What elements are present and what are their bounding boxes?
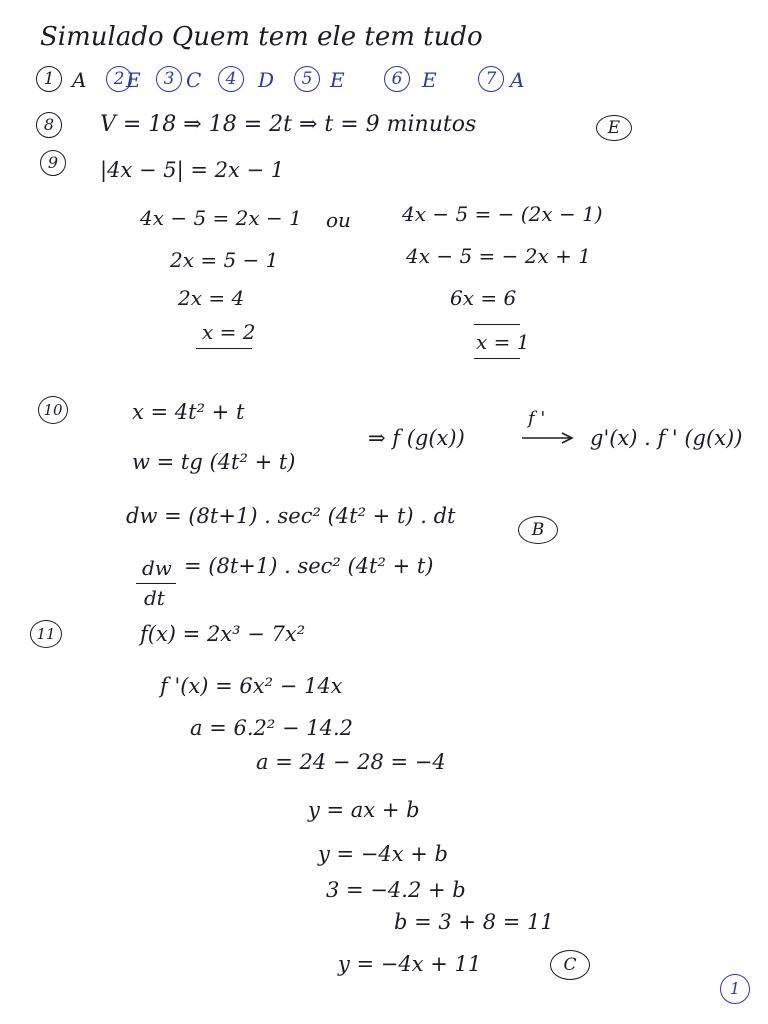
- q11-final-line: y = −4x + 11: [338, 952, 482, 976]
- chain-rule-right: g'(x) . f ' (g(x)): [590, 426, 743, 450]
- q8-answer-circle: E: [596, 115, 632, 141]
- answer-letter: D: [258, 68, 275, 92]
- question-number-badge: 8: [36, 112, 62, 138]
- q9-right-result: x = 1: [476, 330, 530, 354]
- q11-line: a = 24 − 28 = −4: [256, 750, 446, 774]
- q9-left-result: x = 2: [202, 320, 256, 344]
- q11-line: y = ax + b: [308, 798, 420, 822]
- derivative-denominator: dt: [144, 586, 165, 610]
- page-number-badge: 1: [720, 974, 750, 1004]
- q11-line: a = 6.2² − 14.2: [190, 716, 353, 740]
- derivative-expression: = (8t+1) . sec² (4t² + t): [184, 554, 434, 578]
- page-title: Simulado Quem tem ele tem tudo: [40, 22, 483, 52]
- q9-statement: |4x − 5| = 2x − 1: [100, 158, 285, 182]
- question-number-badge: 4: [218, 66, 244, 92]
- q11-line: f(x) = 2x³ − 7x²: [140, 622, 306, 646]
- chain-rule-arrow-label: f ': [528, 408, 546, 429]
- answer-letter: A: [72, 68, 87, 92]
- q9-left-line: 2x = 4: [178, 286, 245, 310]
- q9-right-line: 4x − 5 = − 2x + 1: [406, 244, 591, 268]
- q10-answer-circle: B: [518, 516, 558, 544]
- q11-answer-circle: C: [550, 950, 590, 980]
- question-number-badge: 11: [30, 620, 62, 648]
- q11-line: 3 = −4.2 + b: [326, 878, 466, 902]
- answer-letter: E: [330, 68, 345, 92]
- fraction-bar: [136, 583, 176, 584]
- q9-or-word: ou: [326, 208, 351, 232]
- q10-line: w = tg (4t² + t): [132, 450, 296, 474]
- answer-letter: E: [126, 68, 141, 92]
- q10-line: x = 4t² + t: [132, 400, 245, 424]
- result-underline: [474, 324, 520, 325]
- q9-left-line: 4x − 5 = 2x − 1: [140, 206, 302, 230]
- chain-rule-arrow-icon: [520, 430, 576, 446]
- question-number-badge: 3: [156, 66, 182, 92]
- answer-letter: A: [510, 68, 525, 92]
- result-underline: [196, 348, 252, 349]
- q8-solution-line: V = 18 ⇒ 18 = 2t ⇒ t = 9 minutos: [100, 112, 477, 137]
- answer-letter: E: [422, 68, 437, 92]
- question-number-badge: 7: [478, 66, 504, 92]
- question-number-badge: 9: [40, 150, 66, 176]
- result-underline: [474, 358, 520, 359]
- q9-right-line: 6x = 6: [450, 286, 517, 310]
- question-number-badge: 1: [36, 66, 62, 92]
- derivative-numerator: dw: [142, 556, 172, 580]
- question-number-badge: 2: [106, 66, 132, 92]
- question-number-badge: 6: [384, 66, 410, 92]
- q11-line: y = −4x + b: [318, 842, 448, 866]
- q9-left-line: 2x = 5 − 1: [170, 248, 279, 272]
- chain-rule-left: ⇒ f (g(x)): [368, 426, 465, 450]
- q9-right-line: 4x − 5 = − (2x − 1): [402, 202, 603, 226]
- question-number-badge: 5: [294, 66, 320, 92]
- q11-line: f '(x) = 6x² − 14x: [160, 674, 343, 698]
- answer-letter: C: [186, 68, 202, 92]
- q11-line: b = 3 + 8 = 11: [394, 910, 554, 934]
- q10-line: dw = (8t+1) . sec² (4t² + t) . dt: [126, 504, 456, 528]
- question-number-badge: 10: [38, 396, 68, 424]
